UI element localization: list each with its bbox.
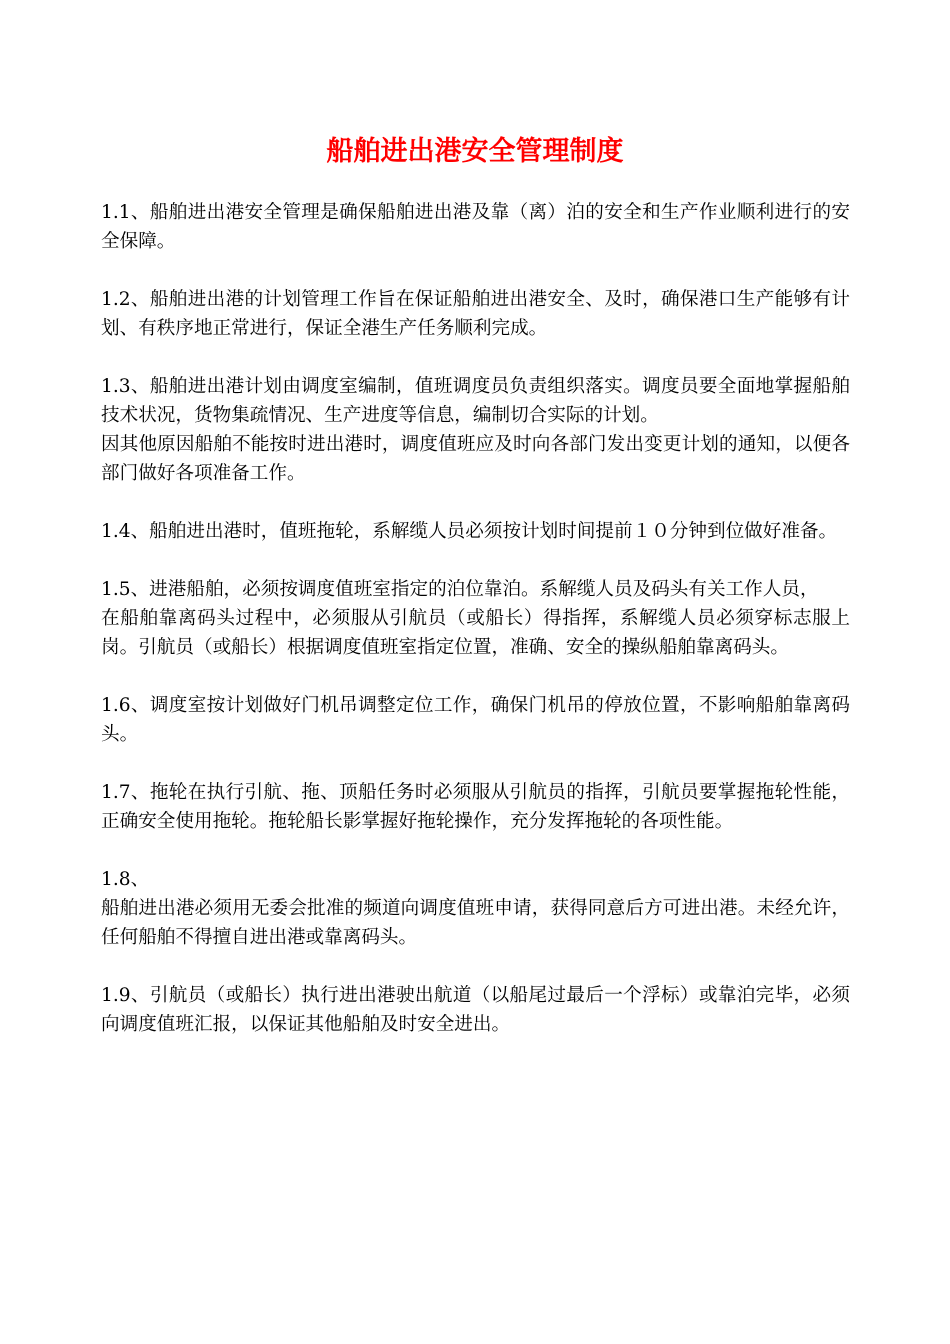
paragraph-line: 1.3、船舶进出港计划由调度室编制，值班调度员负责组织落实。调度员要全面地掌握船舶技术状况，货物集疏情况、生产进度等信息，编制切合实际的计划。 [101, 376, 850, 426]
paragraph-1-5 [101, 575, 850, 662]
document-body [101, 198, 850, 1068]
paragraph-1-2 [101, 285, 850, 343]
paragraph-line: 1.6、调度室按计划做好门机吊调整定位工作，确保门机吊的停放位置，不影响船舶靠离码头。 [101, 695, 850, 745]
paragraph-line: 1.1、船舶进出港安全管理是确保船舶进出港及靠（离）泊的安全和生产作业顺利进行的安全保障。 [101, 202, 850, 252]
paragraph-1-4 [101, 517, 850, 546]
page-title: 船舶进出港安全管理制度 [326, 136, 624, 167]
paragraph-line: 1.7、拖轮在执行引航、拖、顶船任务时必须服从引航员的指挥，引航员要掌握拖轮性能，正确安全使用拖轮。拖轮船长影掌握好拖轮操作，充分发挥拖轮的各项性能。 [101, 782, 850, 832]
paragraph-line: 1.9、引航员（或船长）执行进出港驶出航道（以船尾过最后一个浮标）或靠泊完毕，必须向调度值班汇报，以保证其他船舶及时安全进出。 [101, 985, 850, 1035]
paragraph-1-8 [101, 865, 850, 952]
paragraph-line: 1.4、船舶进出港时，值班拖轮，系解缆人员必须按计划时间提前１０分钟到位做好准备。 [101, 521, 838, 542]
paragraph-line: 1.5、进港船舶，必须按调度值班室指定的泊位靠泊。系解缆人员及码头有关工作人员， [101, 579, 819, 600]
paragraph-1-7 [101, 778, 850, 836]
paragraph-1-9 [101, 981, 850, 1039]
paragraph-line: 1.2、船舶进出港的计划管理工作旨在保证船舶进出港安全、及时，确保港口生产能够有计划、有秩序地正常进行，保证全港生产任务顺利完成。 [101, 289, 850, 339]
paragraph-line: 在船舶靠离码头过程中，必须服从引航员（或船长）得指挥，系解缆人员必须穿标志服上岗。引航员（或船长）根据调度值班室指定位置，准确、安全的操纵船舶靠离码头。 [101, 608, 850, 658]
paragraph-1-3 [101, 372, 850, 488]
paragraph-line: 1.8、 [101, 869, 150, 890]
paragraph-line: 因其他原因船舶不能按时进出港时，调度值班应及时向各部门发出变更计划的通知，以便各部门做好各项准备工作。 [101, 434, 850, 484]
paragraph-1-1 [101, 198, 850, 256]
paragraph-1-6 [101, 691, 850, 749]
paragraph-line: 船舶进出港必须用无委会批准的频道向调度值班申请，获得同意后方可进出港。未经允许，任何船舶不得擅自进出港或靠离码头。 [101, 898, 850, 948]
